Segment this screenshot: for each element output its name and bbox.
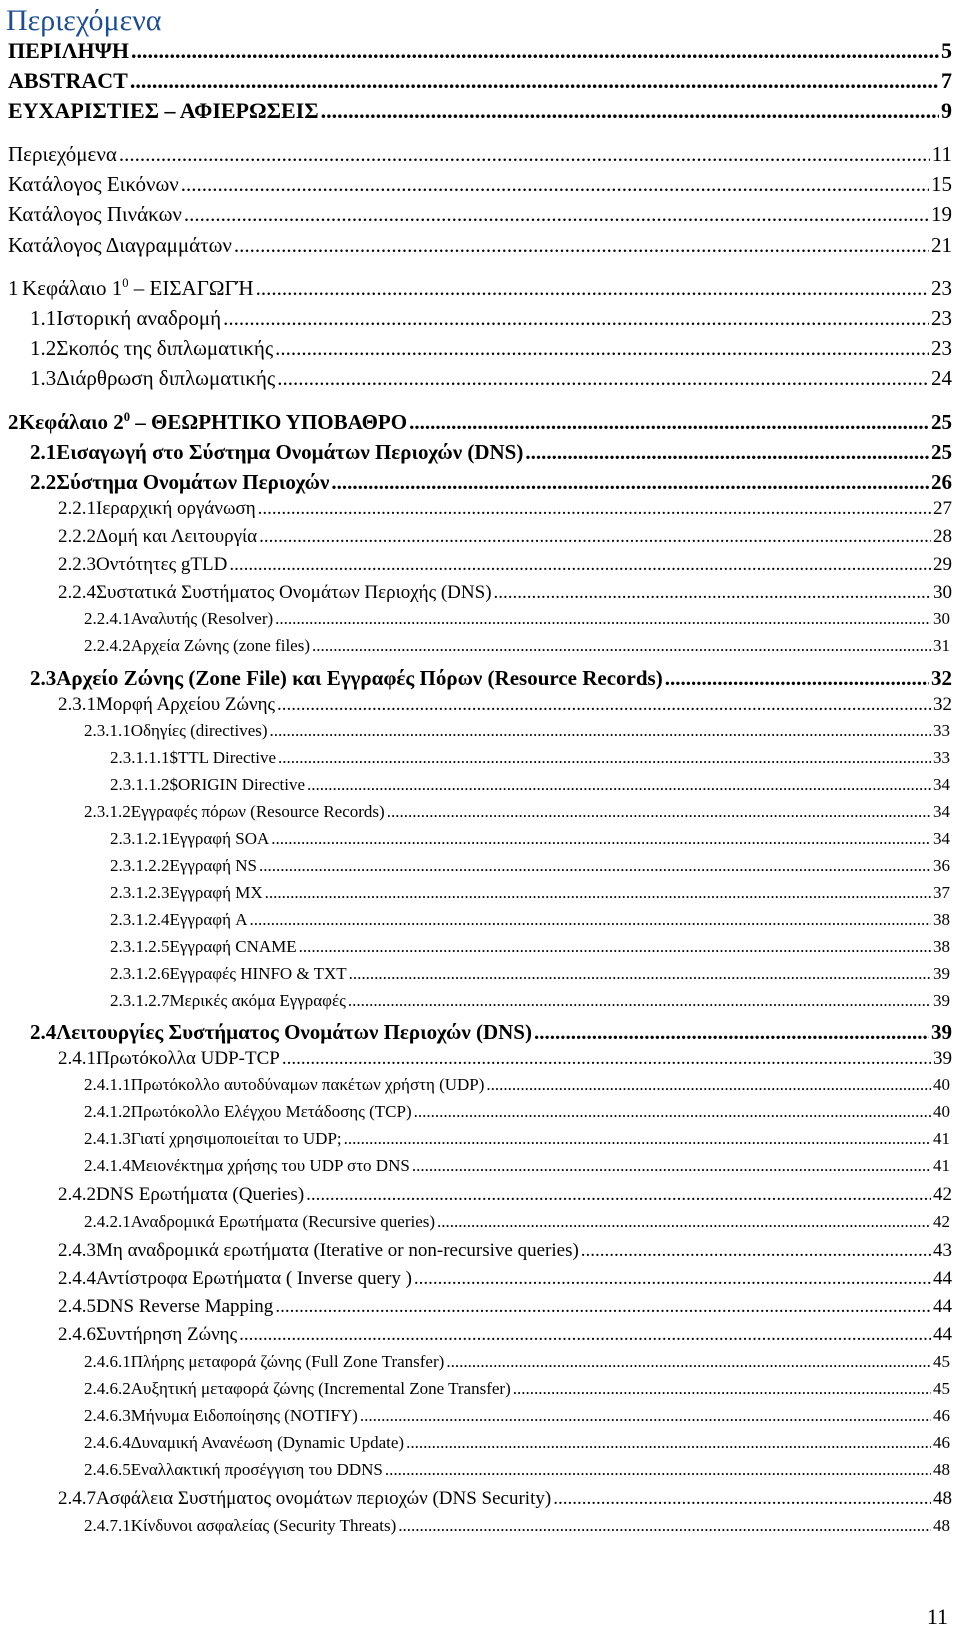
toc-entry[interactable] (30, 366, 952, 391)
toc-entry[interactable] (58, 1048, 952, 1070)
toc-entry-number: 2.3.1.2.6 (110, 964, 170, 983)
toc-entry[interactable] (84, 1075, 950, 1095)
toc-entry-page: 30 (933, 582, 952, 603)
toc-entry[interactable] (30, 440, 952, 465)
toc-entry-page: 38 (933, 910, 950, 929)
toc-entry-label: Ιεραρχική οργάνωση (96, 498, 256, 519)
toc-entry[interactable] (84, 636, 950, 656)
dot-leader (299, 937, 931, 957)
toc-entry-label: Πρωτόκολλο Ελέγχου Μετάδοσης (TCP) (130, 1102, 412, 1121)
toc-entry-label: Περιεχόμενα (8, 142, 117, 166)
toc-entry[interactable] (58, 554, 952, 576)
toc-entry-page: 39 (933, 1048, 952, 1069)
dot-leader (494, 582, 931, 604)
toc-entry-page: 21 (931, 233, 952, 257)
toc-entry-page: 33 (933, 721, 950, 740)
toc-entry[interactable] (58, 526, 952, 548)
toc-entry-page: 45 (933, 1352, 950, 1371)
dot-leader (250, 910, 931, 930)
toc-entry[interactable] (58, 1268, 952, 1290)
dot-leader (385, 1460, 931, 1480)
toc-entry-number: 2.4.6 (58, 1324, 96, 1345)
toc-entry-number: 2.4.6.3 (84, 1406, 131, 1425)
toc-entry-page: 31 (933, 636, 950, 655)
toc-entry-page: 41 (933, 1156, 950, 1175)
toc-entry-number: 2.2.2 (58, 526, 96, 547)
dot-leader (312, 636, 931, 656)
toc-entry-page: 32 (933, 694, 952, 715)
toc-entry[interactable] (8, 410, 952, 435)
toc-entry-number: 2.2.4.2 (84, 636, 131, 655)
toc-entry[interactable] (30, 336, 952, 361)
toc-entry[interactable] (110, 856, 950, 876)
dot-leader (553, 1488, 931, 1510)
toc-entry[interactable] (8, 68, 952, 94)
dot-leader (239, 1324, 931, 1346)
toc-entry-number: 2.2 (30, 470, 57, 494)
toc-entry-label: Εγγραφή SOA (169, 829, 270, 848)
toc-entry-page: 48 (933, 1516, 950, 1535)
toc-entry-number: 2.4.2.1 (84, 1212, 131, 1231)
superscript: 0 (123, 410, 131, 424)
toc-entry-label: Διάρθρωση διπλωματικής (56, 366, 276, 390)
toc-entry-page: 37 (933, 883, 950, 902)
toc-entry-number: 2.3.1.2 (84, 802, 131, 821)
dot-leader (437, 1212, 931, 1232)
toc-entry[interactable] (110, 775, 950, 795)
toc-entry-label: Μερικές ακόμα Εγγραφές (169, 991, 346, 1010)
toc-entry-label: Συντήρηση Ζώνης (96, 1324, 238, 1345)
toc-entry[interactable] (58, 694, 952, 716)
toc-entry-page: 23 (931, 276, 952, 300)
toc-heading: Περιεχόμενα (6, 4, 162, 37)
toc-entry[interactable] (58, 1324, 952, 1346)
toc-entry[interactable] (8, 172, 952, 197)
toc-entry[interactable] (8, 276, 952, 301)
toc-entry-label: Οντότητες gTLD (96, 554, 228, 575)
toc-entry-page: 40 (933, 1075, 950, 1094)
dot-leader (278, 748, 931, 768)
toc-entry-label: Αναλυτής (Resolver) (130, 609, 274, 628)
toc-entry-number: 2.4.2 (58, 1184, 96, 1205)
toc-entry[interactable] (84, 802, 950, 822)
dot-leader (270, 721, 931, 741)
toc-entry-number: 2.4.5 (58, 1296, 96, 1317)
toc-entry-label: DNS Reverse Mapping (96, 1296, 274, 1317)
dot-leader (256, 276, 929, 301)
toc-entry-page: 26 (931, 470, 952, 494)
toc-entry-label: Εναλλακτική προσέγγιση του DDNS (130, 1460, 383, 1479)
toc-entry-page: 36 (933, 856, 950, 875)
toc-entry-label: Εγγραφή NS (169, 856, 257, 875)
toc-entry-number: 1.1 (30, 306, 57, 330)
toc-entry-label: Πρωτόκολλα UDP-TCP (96, 1048, 280, 1069)
toc-entry[interactable] (8, 202, 952, 227)
toc-entry-number: 2.4.1.3 (84, 1129, 131, 1148)
toc-entry-label: Οδηγίες (directives) (130, 721, 268, 740)
dot-leader (275, 609, 931, 629)
toc-entry[interactable] (84, 609, 950, 629)
toc-entry[interactable] (84, 1212, 950, 1232)
toc-entry-page: 39 (933, 964, 950, 983)
toc-entry-number: 2.4.1.1 (84, 1075, 131, 1094)
toc-entry-page: 39 (933, 991, 950, 1010)
toc-entry-page: 25 (931, 440, 952, 464)
toc-entry[interactable] (8, 98, 952, 124)
toc-entry[interactable] (110, 829, 950, 849)
toc-entry-number: 2.3.1.1 (84, 721, 131, 740)
superscript: 0 (122, 276, 129, 290)
toc-entry-number: 2.4.7.1 (84, 1516, 131, 1535)
dot-leader (259, 856, 931, 876)
toc-entry-label: Εγγραφή CNAME (169, 937, 297, 956)
toc-entry-number: 2.4.1.2 (84, 1102, 131, 1121)
toc-entry-page: 34 (933, 829, 950, 848)
toc-entry-label: Μορφή Αρχείου Ζώνης (96, 694, 276, 715)
toc-entry[interactable] (58, 1488, 952, 1510)
toc-entry-page: 46 (933, 1406, 950, 1425)
toc-entry-number: 2.4.6.2 (84, 1379, 131, 1398)
toc-entry-page: 7 (941, 68, 952, 93)
toc-entry[interactable] (58, 498, 952, 520)
toc-entry[interactable] (84, 1379, 950, 1399)
toc-entry-number: 2.2.1 (58, 498, 96, 519)
dot-leader (282, 1048, 931, 1070)
toc-entry-label: ΕΥΧΑΡΙΣΤΙΕΣ – ΑΦΙΕΡΩΣΕΙΣ (8, 98, 319, 123)
toc-entry-page: 46 (933, 1433, 950, 1452)
toc-entry-label: Αυξητική μεταφορά ζώνης (Incremental Zone Transfer) (130, 1379, 511, 1398)
dot-leader (307, 775, 931, 795)
toc-entry-page: 28 (933, 526, 952, 547)
toc-entry-page: 44 (933, 1268, 952, 1289)
toc-entry[interactable] (84, 1102, 950, 1122)
toc-entry-number: 2.3.1 (58, 694, 96, 715)
toc-entry[interactable] (84, 1516, 950, 1536)
toc-entry-page: 15 (931, 172, 952, 196)
dot-leader (409, 410, 929, 435)
toc-entry-label: DNS Ερωτήματα (Queries) (96, 1184, 305, 1205)
toc-entry[interactable] (110, 910, 950, 930)
toc-entry-label: Γιατί χρησιμοποιείται το UDP; (130, 1129, 342, 1148)
dot-leader (331, 470, 929, 495)
toc-entry-label: Κίνδυνοι ασφαλείας (Security Threats) (130, 1516, 397, 1535)
toc-entry-page: 25 (931, 410, 952, 434)
toc-entry-number: 2.3.1.1.2 (110, 775, 170, 794)
toc-entry-label: Κεφάλαιο $2^0$ – ΘΕΩΡΗΤΙΚΟ ΥΠΟΒΑΘΡΟ (18, 410, 408, 434)
dot-leader (398, 1516, 931, 1536)
toc-entry-number: 2.4.4 (58, 1268, 96, 1289)
dot-leader (513, 1379, 931, 1399)
toc-entry-number: 1 (8, 276, 19, 300)
toc-entry-number: 2.3.1.2.7 (110, 991, 170, 1010)
toc-entry[interactable] (110, 937, 950, 957)
dot-leader (258, 498, 931, 520)
toc-entry[interactable] (110, 991, 950, 1011)
toc-entry-label: Δυναμική Ανανέωση (Dynamic Update) (130, 1433, 405, 1452)
toc-entry-page: 23 (931, 306, 952, 330)
dot-leader (414, 1268, 931, 1290)
toc-entry-label: Συστατικά Συστήματος Ονομάτων Περιοχής (DNS) (96, 582, 492, 603)
toc-entry-number: 2.1 (30, 440, 57, 464)
toc-entry-page: 45 (933, 1379, 950, 1398)
toc-entry-page: 44 (933, 1296, 952, 1317)
toc-entry-label: Μήνυμα Ειδοποίησης (NOTIFY) (130, 1406, 358, 1425)
dot-leader (321, 98, 939, 124)
dot-leader (271, 829, 931, 849)
toc-entry[interactable] (84, 1352, 950, 1372)
toc-entry-number: 2 (8, 410, 19, 434)
toc-entry-page: 48 (933, 1460, 950, 1479)
dot-leader (277, 366, 929, 391)
toc-entry-label: Εγγραφές HINFO & TXT (169, 964, 347, 983)
toc-entry-number: 2.3.1.2.2 (110, 856, 170, 875)
page-number: 11 (926, 1604, 948, 1629)
toc-entry-label: Σκοπός της διπλωματικής (56, 336, 274, 360)
dot-leader (525, 440, 929, 465)
toc-entry-label: Μειονέκτημα χρήσης του UDP στο DNS (130, 1156, 410, 1175)
dot-leader (406, 1433, 931, 1453)
toc-entry[interactable] (30, 666, 952, 691)
toc-entry-label: Κεφάλαιο $1^0$ – ΕΙΣΑΓΩΓΉ (22, 276, 254, 300)
toc-entry[interactable] (110, 964, 950, 984)
toc-entry-number: 2.3.1.1.1 (110, 748, 170, 767)
dot-leader (534, 1020, 929, 1045)
dot-leader (119, 142, 930, 167)
toc-entry-number: 2.4 (30, 1020, 57, 1044)
dot-leader (277, 694, 931, 716)
toc-entry-page: 42 (933, 1212, 950, 1231)
dot-leader (348, 991, 931, 1011)
dot-leader (360, 1406, 931, 1426)
toc-entry-label: $TTL Directive (169, 748, 277, 767)
toc-entry-label: Αναδρομικά Ερωτήματα (Recursive queries) (130, 1212, 436, 1231)
dot-leader (349, 964, 931, 984)
toc-entry-page: 38 (933, 937, 950, 956)
dot-leader (234, 233, 929, 258)
toc-entry-page: 5 (941, 38, 952, 63)
toc-entry-page: 29 (933, 554, 952, 575)
toc-entry-label: Εισαγωγή στο Σύστημα Ονομάτων Περιοχών (DNS) (56, 440, 524, 464)
dot-leader (581, 1240, 931, 1262)
toc-entry-label: Λειτουργίες Συστήματος Ονομάτων Περιοχών (DNS) (56, 1020, 532, 1044)
dot-leader (275, 336, 929, 361)
toc-entry[interactable] (58, 1296, 952, 1318)
toc-entry-number: 2.2.3 (58, 554, 96, 575)
toc-entry[interactable] (58, 582, 952, 604)
dot-leader (130, 68, 939, 94)
toc-entry[interactable] (110, 883, 950, 903)
toc-entry-label: Ασφάλεια Συστήματος ονομάτων περιοχών (DNS Security) (96, 1488, 552, 1509)
dot-leader (344, 1129, 931, 1149)
toc-entry-page: 39 (931, 1020, 952, 1044)
toc-entry-number: 2.3.1.2.3 (110, 883, 170, 902)
toc-entry-label: Εγγραφή MX (169, 883, 263, 902)
toc-entry[interactable] (84, 1460, 950, 1480)
toc-entry[interactable] (84, 1156, 950, 1176)
toc-entry[interactable] (110, 748, 950, 768)
toc-entry-label: Εγγραφές πόρων (Resource Records) (130, 802, 385, 821)
toc-entry-page: 34 (933, 775, 950, 794)
toc-entry-page: 19 (931, 202, 952, 226)
toc-entry-label: Σύστημα Ονομάτων Περιοχών (56, 470, 330, 494)
toc-entry[interactable] (30, 470, 952, 495)
toc-entry[interactable] (58, 1184, 952, 1206)
toc-entry-number: 2.2.4.1 (84, 609, 131, 628)
toc-entry-page: 27 (933, 498, 952, 519)
toc-entry-label: Αρχεία Ζώνης (zone files) (130, 636, 310, 655)
toc-entry-label: Αντίστροφα Ερωτήματα ( Inverse query ) (96, 1268, 412, 1289)
toc-entry-label: ABSTRACT (8, 68, 128, 93)
toc-entry-page: 42 (933, 1184, 952, 1205)
toc-entry[interactable] (8, 142, 952, 167)
toc-entry[interactable] (58, 1240, 952, 1262)
dot-leader (414, 1102, 931, 1122)
toc-entry-number: 2.2.4 (58, 582, 96, 603)
toc-entry-page: 33 (933, 748, 950, 767)
toc-entry-number: 2.3.1.2.4 (110, 910, 170, 929)
dot-leader (131, 38, 939, 64)
toc-entry-label: Κατάλογος Εικόνων (8, 172, 179, 196)
toc-entry-number: 1.3 (30, 366, 57, 390)
toc-entry[interactable] (84, 1406, 950, 1426)
toc-entry-number: 2.4.6.5 (84, 1460, 131, 1479)
toc-entry-label: Ιστορική αναδρομή (56, 306, 222, 330)
toc-entry[interactable] (84, 721, 950, 741)
dot-leader (446, 1352, 931, 1372)
toc-entry[interactable] (84, 1129, 950, 1149)
toc-entry-number: 2.4.1 (58, 1048, 96, 1069)
dot-leader (412, 1156, 931, 1176)
toc-entry[interactable] (30, 306, 952, 331)
toc-entry-label: ΠΕΡΙΛΗΨΗ (8, 38, 129, 63)
toc-entry-page: 43 (933, 1240, 952, 1261)
toc-entry-page: 30 (933, 609, 950, 628)
toc-entry-page: 23 (931, 336, 952, 360)
toc-entry-label: Κατάλογος Πινάκων (8, 202, 182, 226)
toc-entry-page: 41 (933, 1129, 950, 1148)
toc-entry-label: Εγγραφή A (169, 910, 248, 929)
toc-entry-page: 11 (931, 142, 952, 166)
toc-entry[interactable] (30, 1020, 952, 1045)
dot-leader (184, 202, 929, 227)
toc-entry-label: Κατάλογος Διαγραμμάτων (8, 233, 232, 257)
toc-entry-page: 9 (941, 98, 952, 123)
dot-leader (387, 802, 931, 822)
toc-entry-number: 2.4.6.4 (84, 1433, 131, 1452)
toc-entry-number: 2.3 (30, 666, 57, 690)
toc-entry-page: 32 (931, 666, 952, 690)
dot-leader (665, 666, 929, 691)
dot-leader (486, 1075, 931, 1095)
toc-entry-page: 48 (933, 1488, 952, 1509)
toc-entry-page: 40 (933, 1102, 950, 1121)
toc-entry-number: 2.3.1.2.1 (110, 829, 170, 848)
toc-entry-number: 2.4.6.1 (84, 1352, 131, 1371)
toc-entry[interactable] (84, 1433, 950, 1453)
toc-entry-page: 44 (933, 1324, 952, 1345)
toc-entry-label: Μη αναδρομικά ερωτήματα (Iterative or non-recursive queries) (96, 1240, 579, 1261)
toc-entry-number: 1.2 (30, 336, 57, 360)
toc-entry-label: Πλήρης μεταφορά ζώνης (Full Zone Transfer) (130, 1352, 445, 1371)
toc-entry-label: Δομή και Λειτουργία (96, 526, 258, 547)
dot-leader (259, 526, 931, 548)
dot-leader (306, 1184, 931, 1206)
toc-entry[interactable] (8, 38, 952, 64)
toc-entry-label: Πρωτόκολλο αυτοδύναμων πακέτων χρήστη (UDP) (130, 1075, 485, 1094)
toc-entry-number: 2.4.3 (58, 1240, 96, 1261)
dot-leader (229, 554, 931, 576)
toc-entry-page: 24 (931, 366, 952, 390)
toc-entry-number: 2.4.1.4 (84, 1156, 131, 1175)
toc-entry-label: Αρχείο Ζώνης (Zone File) και Εγγραφές Πόρων (Resource Records) (56, 666, 663, 690)
toc-entry[interactable] (8, 233, 952, 258)
toc-entry-page: 34 (933, 802, 950, 821)
dot-leader (265, 883, 931, 903)
toc-entry-label: $ORIGIN Directive (169, 775, 305, 794)
toc-entry-number: 2.3.1.2.5 (110, 937, 170, 956)
toc-entry-number: 2.4.7 (58, 1488, 96, 1509)
dot-leader (181, 172, 929, 197)
dot-leader (223, 306, 929, 331)
dot-leader (275, 1296, 931, 1318)
